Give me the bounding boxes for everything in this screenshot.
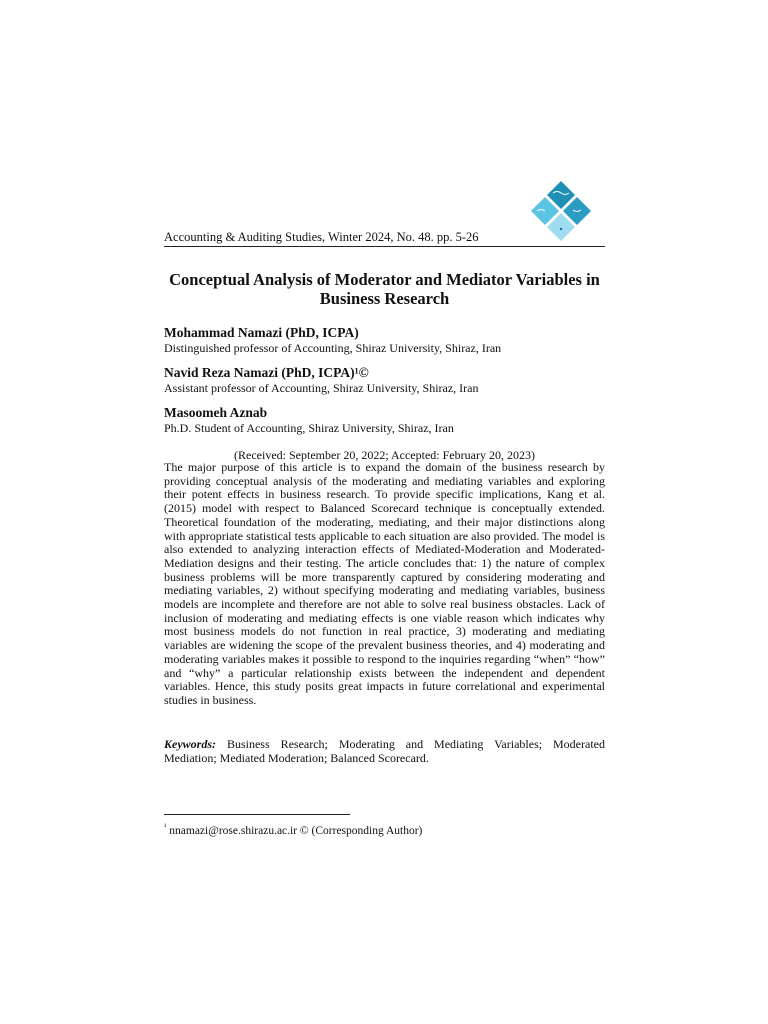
footnote-rule <box>164 814 350 815</box>
author-name: Navid Reza Namazi (PhD, ICPA)¹© <box>164 365 369 380</box>
author-block <box>164 364 605 396</box>
journal-citation: Accounting & Auditing Studies, Winter 2024, No. 48. pp. 5-26 <box>164 230 479 244</box>
author-affiliation: Assistant professor of Accounting, Shiraz University, Shiraz, Iran <box>164 381 479 395</box>
article-title: Conceptual Analysis of Moderator and Mediator Variables in Business Research <box>169 270 600 308</box>
keywords <box>164 737 605 765</box>
author-block <box>164 324 605 356</box>
author-name: Mohammad Namazi (PhD, ICPA) <box>164 325 359 340</box>
author-block <box>164 404 605 436</box>
received-dates: (Received: September 20, 2022; Accepted: February 20, 2023) <box>234 448 535 462</box>
author-affiliation: Ph.D. Student of Accounting, Shiraz University, Shiraz, Iran <box>164 421 454 435</box>
keywords-text: Business Research; Moderating and Mediating Variables; Moderated Mediation; Mediated Moderation; Balanced Scorecard. <box>164 737 605 765</box>
keywords-label: Keywords: <box>164 737 216 751</box>
footnote-email[interactable]: nnamazi@rose.shirazu.ac.ir © (Corresponding Author) <box>169 824 423 837</box>
author-name: Masoomeh Aznab <box>164 405 268 420</box>
abstract-text: The major purpose of this article is to expand the domain of the business research by providing conceptual analysis of the moderating and mediating variables and exploring their potent effects in business research. To provide specific implications, Kang et al. (2015) model with respect to Balanced Scorecard technique is conceptually extended. Theoretical foundation of the moderating, mediating, and their major distinctions along with appropriate statistical tests applicable to each situation are also provided. The model is also extended to analyzing interaction effects of Mediated-Moderation and Moderated-Mediation designs and their testing. The article concludes that: 1) the nature of complex business problems will be more transparently captured by considering moderating and mediating variables, 2) without specifying moderating and mediating variables, business models are incomplete and therefore are not able to solve real business obstacles. Lack of inclusion of moderating and mediating effects is one viable reason which indicates why most business models do not function in real practice, 3) moderating and mediating variables are widening the scope of the prevalent business theories, and 4) moderating and moderating variables makes it possible to respond to the inquiries regarding “when” “how” and “why” a particular relationship exists between the independent and dependent variables. Hence, this study posits great impacts in future correlational and experimental studies in business. <box>164 460 605 707</box>
header-rule <box>164 246 605 247</box>
footnote-marker: ¹ <box>164 822 167 831</box>
author-affiliation: Distinguished professor of Accounting, Shiraz University, Shiraz, Iran <box>164 341 502 355</box>
footnote <box>164 820 605 838</box>
